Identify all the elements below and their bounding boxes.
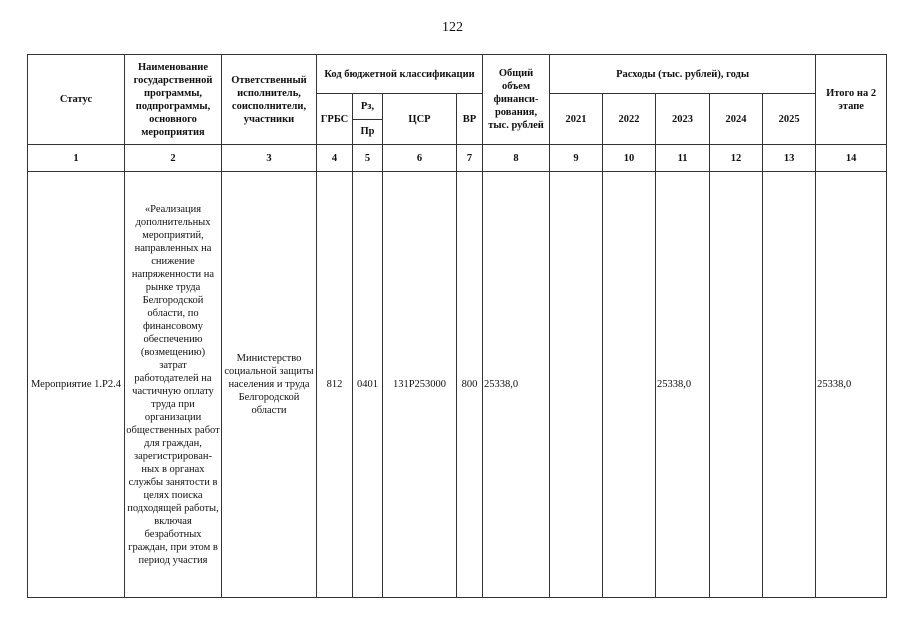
- header-rz: Рз,: [353, 94, 382, 120]
- cell-status: Мероприятие 1.Р2.4: [28, 172, 125, 598]
- cell-2023: 25338,0: [656, 172, 710, 598]
- header-name: Наименование государственной программы, подпрограммы, основного мероприятия: [125, 55, 222, 145]
- header-grbs: ГРБС: [317, 94, 353, 145]
- header-year-2022: 2022: [603, 94, 656, 145]
- table-row: [28, 172, 887, 598]
- column-number: 12: [710, 145, 763, 172]
- header-year-2025: 2025: [763, 94, 816, 145]
- column-number: 9: [550, 145, 603, 172]
- header-year-2023: 2023: [656, 94, 710, 145]
- cell-name: «Реализация дополнительных мероприятий, направленных на снижение напряженности на рынке труда Белгородской области, по финансовому обеспечению (возмещению) затрат работодателей на частичную оплату труда при организации общественных работ для граждан, зарегистрирован-ных в органах службы занятости в целях поиска подходящей работы, включая безработных граждан, при этом в период участия: [125, 172, 222, 598]
- cell-grbs: 812: [317, 172, 353, 598]
- column-number: 1: [28, 145, 125, 172]
- cell-2022: [603, 172, 656, 598]
- column-number: 14: [816, 145, 887, 172]
- cell-2025: [763, 172, 816, 598]
- header-year-2021: 2021: [550, 94, 603, 145]
- page-number: 122: [442, 20, 463, 35]
- header-status: Статус: [28, 55, 125, 145]
- cell-csr: 131Р253000: [383, 172, 457, 598]
- cell-vr: 800: [457, 172, 483, 598]
- header-pr: Пр: [360, 126, 375, 138]
- cell-2024: [710, 172, 763, 598]
- header-itogo: Итого на 2 этапе: [816, 55, 887, 145]
- header-csr: ЦСР: [383, 94, 457, 145]
- header-total-volume: Общий объем финанси-рования, тыс. рублей: [483, 55, 550, 145]
- cell-itogo: 25338,0: [816, 172, 887, 598]
- column-number: 2: [125, 145, 222, 172]
- header-code: Код бюджетной классификации: [317, 55, 483, 94]
- cell-rzpr: 0401: [353, 172, 383, 598]
- header-year-2024: 2024: [710, 94, 763, 145]
- column-number: 5: [353, 145, 383, 172]
- column-number: 3: [222, 145, 317, 172]
- column-number: 8: [483, 145, 550, 172]
- cell-2021: [550, 172, 603, 598]
- header-responsible: Ответственный исполнитель, соисполнители, участники: [222, 55, 317, 145]
- budget-table: [27, 54, 887, 598]
- header-rz-pr: [353, 94, 383, 145]
- column-number: 13: [763, 145, 816, 172]
- header-expenses: Расходы (тыс. рублей), годы: [550, 55, 816, 94]
- cell-responsible: Министерство социальной защиты населения и труда Белгородской области: [222, 172, 317, 598]
- column-number: 7: [457, 145, 483, 172]
- column-number: 11: [656, 145, 710, 172]
- column-number: 6: [383, 145, 457, 172]
- cell-total: 25338,0: [483, 172, 550, 598]
- column-number: 4: [317, 145, 353, 172]
- column-number: 10: [603, 145, 656, 172]
- header-vr: ВР: [457, 94, 483, 145]
